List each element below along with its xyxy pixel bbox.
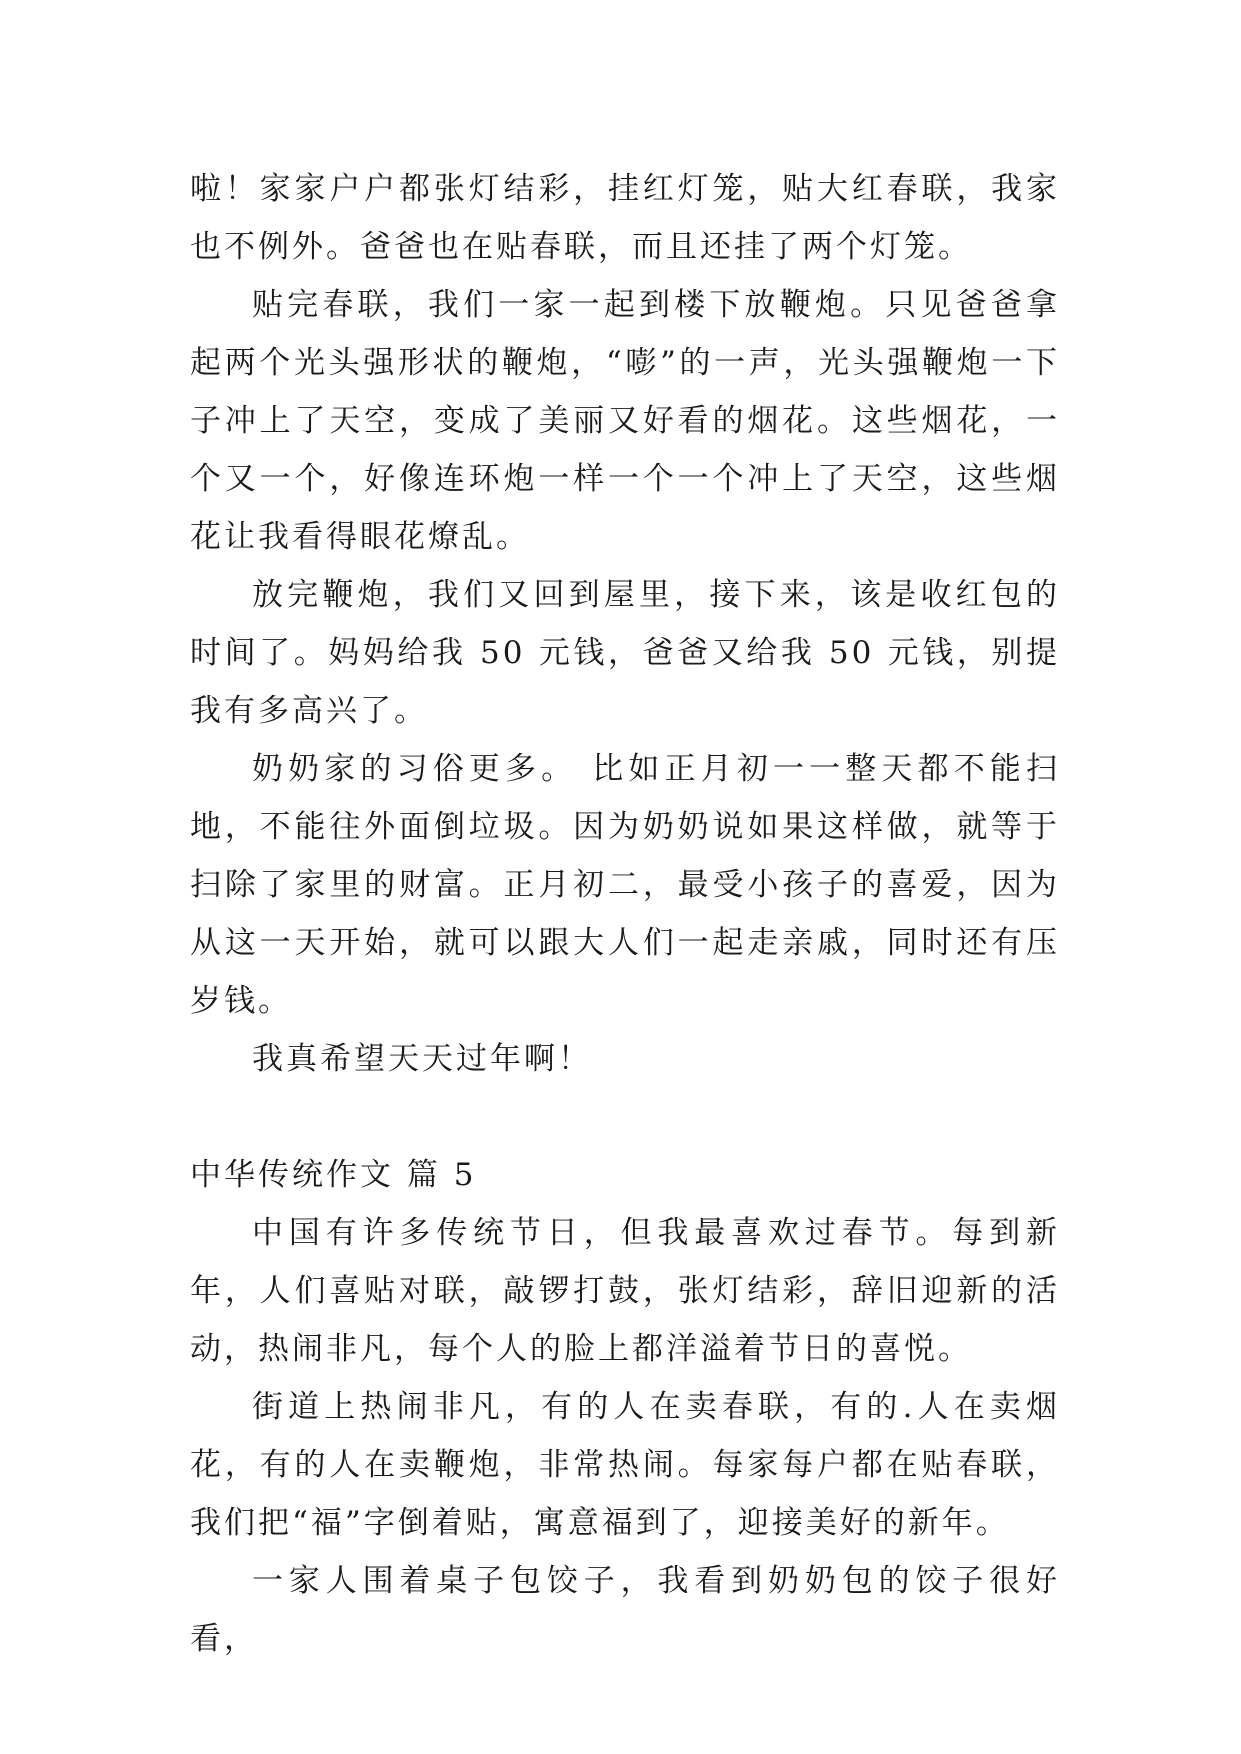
paragraph-continued: 啦！家家户户都张灯结彩，挂红灯笼，贴大红春联，我家也不例外。爸爸也在贴春联，而且还挂了两个灯笼。 [190, 171, 1060, 265]
paragraph: 我真希望天天过年啊！ [252, 1041, 592, 1077]
blank-line [190, 1088, 1060, 1146]
document-body [190, 160, 1060, 1668]
section-heading: 中华传统作文 篇 5 [190, 1157, 477, 1193]
paragraph: 中国有许多传统节日，但我最喜欢过春节。每到新年，人们喜贴对联，敲锣打鼓，张灯结彩，辞旧迎新的活动，热闹非凡，每个人的脸上都洋溢着节日的喜悦。 [190, 1215, 1060, 1367]
paragraph: 街道上热闹非凡，有的人在卖春联，有的.人在卖烟花，有的人在卖鞭炮，非常热闹。每家每户都在贴春联，我们把“福”字倒着贴，寓意福到了，迎接美好的新年。 [190, 1389, 1060, 1541]
paragraph: 放完鞭炮，我们又回到屋里，接下来，该是收红包的时间了。妈妈给我 50 元钱，爸爸又给我 50 元钱，别提我有多高兴了。 [190, 577, 1060, 729]
paragraph: 一家人围着桌子包饺子，我看到奶奶包的饺子很好看， [190, 1563, 1060, 1657]
paragraph: 奶奶家的习俗更多。 比如正月初一一整天都不能扫地，不能往外面倒垃圾。因为奶奶说如果这样做，就等于扫除了家里的财富。正月初二，最受小孩子的喜爱，因为从这一天开始，就可以跟大人们一起走亲戚，同时还有压岁钱。 [190, 751, 1060, 1019]
paragraph: 贴完春联，我们一家一起到楼下放鞭炮。只见爸爸拿起两个光头强形状的鞭炮，“嘭”的一声，光头强鞭炮一下子冲上了天空，变成了美丽又好看的烟花。这些烟花，一个又一个，好像连环炮一样一个一个冲上了天空，这些烟花让我看得眼花燎乱。 [190, 287, 1060, 555]
